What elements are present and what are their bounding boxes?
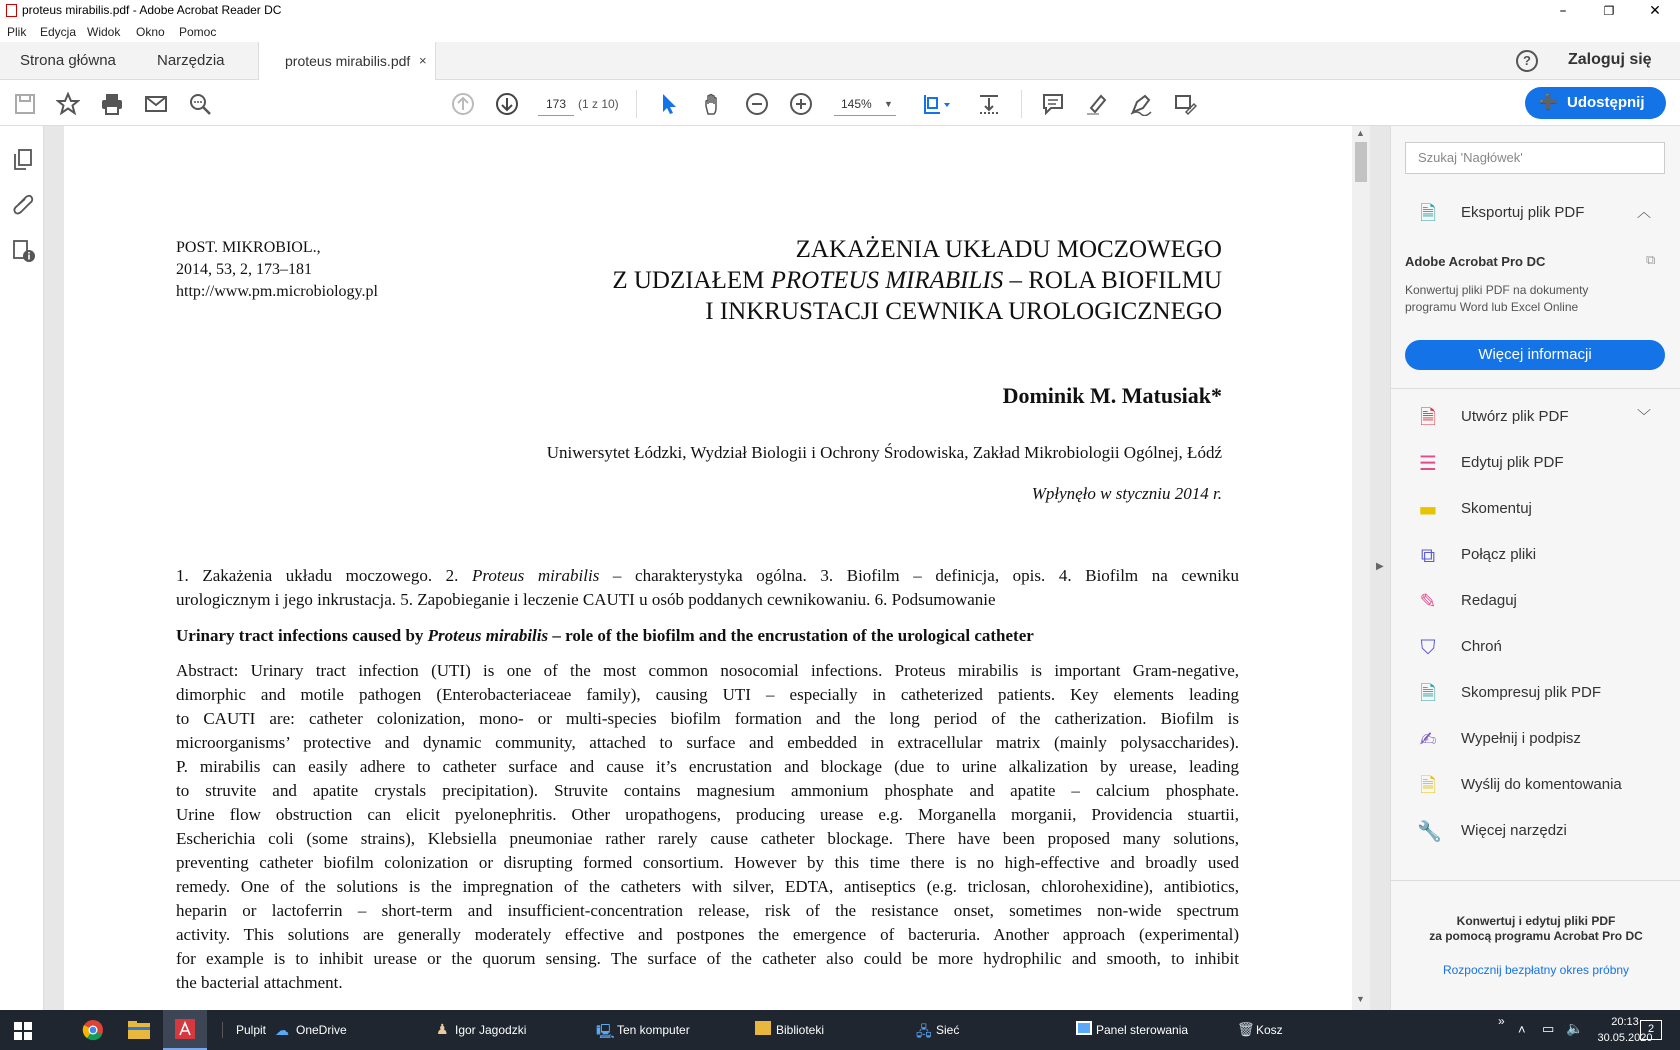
abstract-line: heparin or lactoferrin – short-term and insufficient-concentration release, risk of the resistance onset, sometimes non-wide spectrum [176,901,1239,920]
file-explorer-icon[interactable] [128,1021,150,1039]
abstract-line: remedy. One of the solutions is the impregnation of the catheters with silver, EDTA, antiseptics (e.g. triclosan, chlorohexidine), antibiotics, [176,877,1239,896]
taskbar-this-pc[interactable]: Ten komputer [617,1023,690,1037]
promo-footer-line: za pomocą programu Acrobat Pro DC [1429,929,1643,943]
tool-label: Skompresuj plik PDF [1461,684,1602,701]
received-date: Wpłynęło w styczniu 2014 r. [1031,484,1222,503]
divider [636,90,637,118]
create-pdf-icon: 🗎 [1419,405,1437,429]
promo-text [1405,282,1588,316]
add-user-icon: ➕ [1539,94,1558,111]
pdf-page [64,126,1354,1010]
promo-title: Adobe Acrobat Pro DC [1405,254,1546,269]
page-number-input[interactable]: 173 [538,92,574,116]
page-count: (1 z 10) [578,97,619,111]
arrow-down-circle-icon[interactable] [495,92,519,116]
minus-circle-icon[interactable] [745,92,769,116]
toolbar [0,80,1680,126]
left-navigation-rail [0,126,44,1010]
journal-issue: 2014, 53, 2, 173–181 [176,261,312,278]
abstract-line: for example is to inhibit urease or the quorum sensing. The surface of the catheter also could be more hydrophilic and smooth, to inhibit [176,949,1239,968]
toc-line-1 [176,564,1239,588]
user-folder-icon: ♟ [436,1021,449,1037]
control-panel-icon [1076,1021,1092,1035]
title-species: PROTEUS MIRABILIS [770,267,1004,294]
compress-pdf-icon: 🗎 [1419,681,1437,705]
free-trial-link[interactable]: Rozpocznij bezpłatny okres próbny [1442,963,1630,977]
share-label: Udostępnij [1567,94,1645,111]
abstract-line: Escherichia coli (some strains), Klebsiella pneumoniae rather rarely cause catheter blockage. There have been proposed many solutions, [176,829,1239,848]
acrobat-icon [175,1019,195,1039]
abstract-line: to CAUTI are: catheter colonization, mono- or multi-species biofilm formation and the long period of the catherization. Biofilm is [176,709,1239,728]
notification-center-icon[interactable]: 2 [1640,1020,1662,1040]
collapse-right-panel-icon[interactable]: ▶ [1376,561,1384,572]
abstract-line: dimorphic and motile pathogen (Enterobacteriaceae family), causing UTI – especially in catheterized patients. Key elements leading [176,685,1239,704]
tab-bar [0,42,1680,80]
export-pdf-icon: 🗎 [1419,201,1437,225]
en-title-part: – role of the biofilm and the encrustation of the urological catheter [548,626,1034,645]
promo-text-line: programu Word lub Excel Online [1405,300,1579,314]
highlighter-icon[interactable] [1085,92,1109,116]
abstract-line: activity. This solutions are generally moderately effective and postpones the emergence of bacteruria. Another approach (experimental) [176,925,1239,944]
vertical-scrollbar[interactable] [1352,126,1370,1010]
abstract-line: microorganisms’ protective and dynamic community, attached to surface and embedded in extracellular matrix (mainly polysaccharides). [176,733,1239,752]
tool-label: Wypełnij i podpisz [1461,730,1581,747]
help-icon[interactable]: ? [1516,50,1538,72]
stamp-icon[interactable] [1173,92,1197,116]
cursor-arrow-icon[interactable] [657,92,681,116]
arrow-up-circle-icon[interactable] [451,92,475,116]
network-icon: 🖧 [916,1023,932,1039]
tab-document-label: proteus mirabilis.pdf [285,53,411,69]
mail-icon[interactable] [144,92,168,116]
taskbar-control-panel[interactable]: Panel sterowania [1096,1023,1189,1037]
abstract-line: P. mirabilis can easily adhere to catheter surface and cause it’s encrustation and blockage (due to urine alkalization by urease, leading [176,757,1239,776]
affiliation: Uniwersytet Łódzki, Wydział Biologii i Ochrony Środowiska, Zakład Mikrobiologii Ogólnej, Łódź [546,443,1222,462]
zoom-value: 145% [841,97,872,111]
title-line-1: ZAKAŻENIA UKŁADU MOCZOWEGO [795,236,1222,263]
tab-tools[interactable]: Narzędzia [157,52,225,69]
search-input[interactable]: Szukaj 'Nagłówek' [1405,142,1665,174]
abstract-line: Urine flow obstruction can elicit pyelonephritis. Other uropathogens, producing urease e.g. Morganella morganii, Providencia stuartii, [176,805,1239,824]
save-icon[interactable] [13,92,37,116]
scroll-down-icon[interactable]: ▼ [1356,994,1365,1004]
divider [1021,90,1022,118]
sign-in-link[interactable]: Zaloguj się [1568,51,1652,68]
toc-part: 1. Zakażenia układu moczowego. 2. [176,566,473,585]
combine-files-icon: ⧉ [1420,543,1436,567]
tool-label: Skomentuj [1461,500,1532,517]
author: Dominik M. Matusiak* [1002,383,1222,408]
attachment-icon[interactable] [11,192,35,216]
menu-bar [0,22,1680,42]
tool-label: Więcej narzędzi [1461,822,1567,839]
tools-pane [1390,126,1680,1010]
abstract-line: preventing catheter biofilm colonization or disrupting formed consortium. However by this time there is no high-effective and broadly used [176,853,1239,872]
document-properties-icon[interactable] [11,238,37,264]
printer-icon[interactable] [100,92,124,116]
tool-label: Połącz pliki [1461,546,1537,563]
menu-help[interactable]: Pomoc [179,25,217,39]
toc-line-2: urologicznym i jego inkrustacja. 5. Zapobieganie i leczenie CAUTI u osób poddanych cewnikowaniu. 6. Podsumowanie [176,590,996,609]
divider [1391,880,1680,881]
export-pdf-label: Eksportuj plik PDF [1461,204,1585,221]
english-title [176,626,1034,646]
plus-circle-icon[interactable] [789,92,813,116]
close-button[interactable]: ✕ [1649,3,1661,19]
divider [1391,388,1680,389]
tab-close-icon[interactable]: × [419,53,427,68]
toc-part: – charakterystyka ogólna. 3. Biofilm – definicja, opis. 4. Biofilm na cewniku [599,566,1239,585]
chevron-up-icon[interactable]: ˄ [1518,1022,1526,1037]
tool-label: Edytuj plik PDF [1461,454,1564,471]
taskbar-desktop[interactable]: Pulpit [236,1023,267,1037]
en-title-part: Urinary tract infections caused by [176,626,428,645]
taskbar-libraries[interactable]: Biblioteki [776,1023,825,1037]
windows-start-icon[interactable] [14,1022,32,1040]
tab-document[interactable] [258,42,436,81]
pen-icon[interactable] [1129,92,1153,116]
windows-taskbar [0,1010,1680,1050]
chevron-down-icon: ▼ [884,99,893,109]
taskbar-recycle-bin[interactable]: Kosz [1256,1023,1283,1037]
wrench-icon: 🔧 [1417,819,1442,843]
acrobat-app-icon [6,4,17,17]
menu-window[interactable]: Okno [136,25,165,39]
abstract-line: to struvite and apatite crystals precipitation). Struvite contains magnesium ammonium phosphate and apatite – calcium phosphate. [176,781,1239,800]
promo-text-line: Konwertuj pliki PDF na dokumenty [1405,283,1589,297]
tab-home[interactable]: Strona główna [20,52,116,69]
tool-label: Wyślij do komentowania [1461,776,1622,793]
cloud-icon: ☁ [275,1022,289,1038]
promo-footer-line: Konwertuj i edytuj pliki PDF [1456,914,1616,928]
divider [222,1022,223,1038]
share-button[interactable] [1525,87,1666,119]
chrome-icon[interactable] [82,1019,104,1041]
copy-icon: ⧉ [1646,252,1656,267]
article-title [612,234,1222,327]
promo-footer [1391,914,1680,944]
more-info-button[interactable]: Więcej informacji [1405,340,1665,370]
maximize-button[interactable]: ❐ [1603,4,1615,18]
taskbar-user[interactable]: Igor Jagodzki [455,1023,527,1037]
right-panel-toggle-strip [1370,126,1390,1010]
edit-pdf-icon: ☰ [1419,451,1437,475]
title-bar [0,0,1680,22]
title-part: Z UDZIAŁEM [612,267,771,294]
scroll-up-icon[interactable]: ▲ [1356,128,1365,138]
zoom-select[interactable] [834,92,896,116]
title-part: – ROLA BIOFILMU [1003,267,1222,294]
menu-edit[interactable]: Edycja [40,25,77,39]
tool-label: Chroń [1461,638,1502,655]
abstract [176,659,1239,995]
chevron-double-right-icon[interactable]: » [1498,1014,1505,1028]
toc-species: Proteus mirabilis [472,566,600,585]
comment-icon[interactable] [1041,92,1065,116]
libraries-icon [755,1021,771,1035]
journal-url[interactable]: http://www.pm.microbiology.pl [176,283,378,300]
clock-time: 20:13 [1611,1016,1639,1028]
clock-date: 30.05.2020 [1597,1032,1653,1044]
en-title-species: Proteus mirabilis [427,626,549,645]
shield-icon: ⛉ [1420,635,1436,659]
menu-view[interactable]: Widok [87,25,121,39]
minimize-button[interactable]: – [1559,3,1567,19]
hand-icon[interactable] [701,92,725,116]
volume-icon[interactable]: 🔈 [1566,1020,1584,1036]
taskbar-network[interactable]: Sieć [936,1023,960,1037]
fit-page-icon[interactable] [922,92,952,116]
recycle-bin-icon: 🗑 [1237,1021,1255,1037]
title-line-3: I INKRUSTACJI CEWNIKA UROLOGICZNEGO [705,298,1222,325]
abstract-line: the bacterial attachment. [176,973,343,992]
magnifier-icon[interactable] [188,92,212,116]
taskbar-onedrive[interactable]: OneDrive [296,1023,347,1037]
journal-info [176,237,378,303]
abstract-line: Abstract: Urinary tract infection (UTI) is one of the most common nosocomial infections. Proteus mirabilis is important Gram-negative, [176,661,1239,680]
title-line-2 [612,265,1222,296]
comment-icon: ▬ [1418,497,1438,521]
page-thumbnails-icon[interactable] [11,148,35,172]
acrobat-taskbar-button[interactable] [163,1010,207,1050]
monitor-icon[interactable]: ▭ [1542,1021,1555,1036]
menu-file[interactable]: Plik [7,25,27,39]
star-icon[interactable] [56,92,80,116]
scrollbar-thumb[interactable] [1355,142,1367,182]
fill-sign-icon: ✍ [1419,727,1437,751]
window-title: proteus mirabilis.pdf - Adobe Acrobat Reader DC [22,3,282,17]
scroll-mode-icon[interactable] [977,92,1001,116]
redact-icon: ✎ [1419,589,1437,613]
send-for-comments-icon: 🗎 [1419,773,1437,797]
tool-label: Redaguj [1461,592,1517,609]
chevron-up-icon[interactable]: ︿ [1637,204,1651,220]
chevron-down-icon[interactable]: ﹀ [1637,408,1651,424]
journal-name: POST. MIKROBIOL., [176,239,321,256]
computer-icon: 🖳 [596,1023,615,1039]
tool-label: Utwórz plik PDF [1461,408,1569,425]
